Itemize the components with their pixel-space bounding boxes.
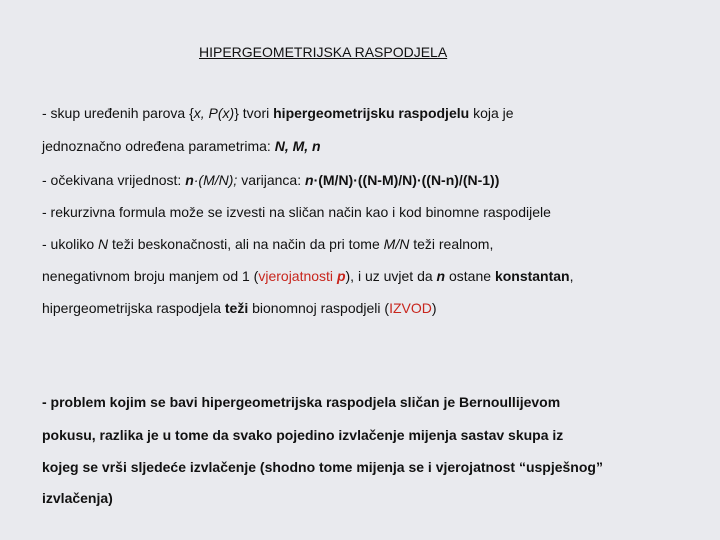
- expectation-n: n: [185, 172, 194, 188]
- line-1-a: - skup uređenih parova {: [42, 105, 194, 121]
- line-1-c: } tvori: [234, 105, 274, 121]
- probability-word: vjerojatnosti: [258, 268, 337, 284]
- page-title: HIPERGEOMETRIJSKA RASPODJELA: [199, 44, 448, 60]
- line-2-a: jednoznačno određena parametrima:: [42, 138, 275, 154]
- line-2: [42, 138, 712, 154]
- bottom-line-3: kojeg se vrši sljedeće izvlačenje (shodno tome mijenja se i vjerojatnost “uspješnog”: [42, 459, 603, 475]
- variance-formula: ·(M/N)·((N-M)/N)·((N-n)/(N-1)): [313, 172, 500, 188]
- term-constant: konstantan: [494, 268, 570, 284]
- line-6: [42, 268, 712, 284]
- bottom-line-1: - problem kojim se bavi hipergeometrijska raspodjela sličan je Bernoullijevom: [42, 394, 561, 410]
- expectation-formula: ·(M/N);: [193, 172, 242, 188]
- line-7: [42, 300, 712, 316]
- line-7-c: bionomnoj raspodjeli (: [248, 300, 390, 316]
- line-1: [42, 105, 712, 121]
- variance-label: varijanca:: [241, 172, 305, 188]
- line-6-h: ,: [569, 268, 574, 284]
- term-hypergeometric: hipergeometrijsku raspodjelu: [273, 105, 470, 121]
- line-4: - rekurzivna formula može se izvesti na sličan način kao i kod binomne raspodijele: [42, 204, 551, 220]
- probability-p: p: [336, 268, 346, 284]
- line-5: [42, 236, 712, 252]
- line-5-c: teži beskonačnosti, ali na način da pri tome: [108, 236, 384, 252]
- line-3-a: - očekivana vrijednost:: [42, 172, 186, 188]
- line-7-a: hipergeometrijska raspodjela: [42, 300, 225, 316]
- line-1-e: koja je: [469, 105, 514, 121]
- bottom-line-4: izvlačenja): [42, 490, 113, 506]
- line-6-d: ), i uz uvjet da: [345, 268, 437, 284]
- parameters: N, M, n: [274, 138, 321, 154]
- line-7-e: ): [431, 300, 437, 316]
- line-5-e: teži realnom,: [409, 236, 494, 252]
- line-5-a: - ukoliko: [42, 236, 99, 252]
- line-6-f: ostane: [445, 268, 495, 284]
- ratio-MN: M/N: [383, 236, 410, 252]
- bottom-line-2: pokusu, razlika je u tome da svako pojedino izvlačenje mijenja sastav skupa iz: [42, 427, 564, 443]
- line-3: [42, 172, 712, 188]
- variance-n: n: [305, 172, 314, 188]
- var-n: n: [436, 268, 446, 284]
- term-tends: teži: [224, 300, 249, 316]
- var-N: N: [98, 236, 109, 252]
- izvod-link[interactable]: IZVOD: [389, 300, 432, 316]
- line-6-a: nenegativnom broju manjem od 1 (: [42, 268, 259, 284]
- pair-notation: x, P(x): [193, 105, 235, 121]
